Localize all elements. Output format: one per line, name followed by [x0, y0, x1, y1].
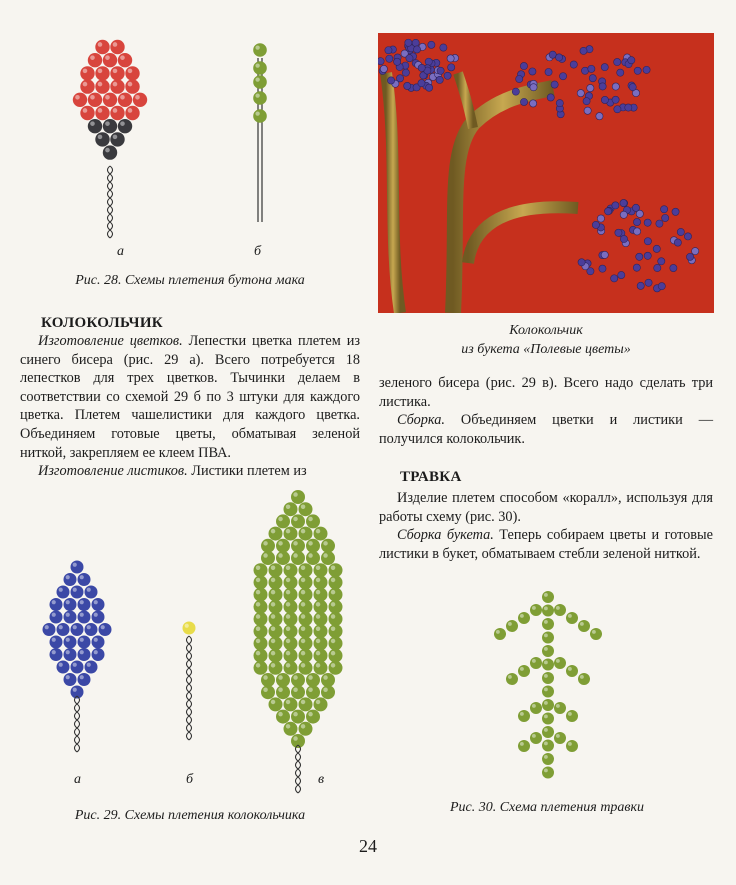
grass-bead	[518, 665, 530, 677]
leaf-bead	[269, 661, 283, 675]
leaf-bead	[284, 588, 298, 602]
grass-p1: Изделие плетем способом «коралл», используя для работы схему (рис. 30).	[379, 490, 713, 525]
wire-twist	[75, 696, 80, 752]
grass-bead	[566, 612, 578, 624]
petal-bead	[64, 598, 77, 611]
leaf-bead	[284, 624, 298, 638]
leaf-bead	[291, 685, 305, 699]
grass-bead	[542, 659, 554, 671]
petal-bead	[85, 661, 98, 674]
petal-bead	[78, 611, 91, 624]
leaf-bead	[329, 649, 343, 663]
grass-bead	[542, 618, 554, 630]
leaf-bead	[314, 612, 328, 626]
leaf-bead	[299, 600, 313, 614]
leaf-bead	[291, 710, 305, 724]
leaf-bead	[314, 575, 328, 589]
leaf-bead	[299, 575, 313, 589]
grass-bead	[554, 657, 566, 669]
leaf-bead	[276, 710, 290, 724]
stamen-bead	[183, 622, 196, 635]
grass-bead	[542, 591, 554, 603]
grass-p2-text: Теперь собираем цветы и готовые листики в букет, обматываем стебли зеленой ниткой.	[379, 527, 713, 562]
petal-bead	[50, 611, 63, 624]
leaf-bead	[269, 600, 283, 614]
grass-bead	[530, 702, 542, 714]
leaf-bead	[321, 551, 335, 565]
grass-bead	[542, 740, 554, 752]
petal-bead	[64, 636, 77, 649]
grass-bead	[542, 672, 554, 684]
p2-lead: Изготовление листиков.	[38, 463, 188, 480]
p2-cont: зеленого бисера (рис. 29 в). Всего надо сделать три листика.	[379, 375, 713, 410]
fig29-label-a: а	[74, 772, 81, 787]
leaf-bead	[314, 661, 328, 675]
leaf-bead	[329, 636, 343, 650]
petal-bead	[57, 661, 70, 674]
grass-bead	[494, 628, 506, 640]
leaf-bead	[261, 673, 275, 687]
leaf-bead	[261, 685, 275, 699]
grass-bead	[542, 645, 554, 657]
grass-bead	[506, 620, 518, 632]
leaf-bead	[299, 624, 313, 638]
grass-bead	[542, 767, 554, 779]
grass-bead	[590, 628, 602, 640]
leaf-bead	[284, 502, 298, 516]
leaf-bead	[314, 600, 328, 614]
grass-bead	[542, 726, 554, 738]
leaf-bead	[269, 588, 283, 602]
grass-bead	[578, 673, 590, 685]
grass-bead	[554, 702, 566, 714]
leaf-bead	[276, 685, 290, 699]
leaf-bead	[291, 734, 305, 748]
petal-bead	[78, 573, 91, 586]
leaf-bead	[299, 527, 313, 541]
leaf-bead	[299, 612, 313, 626]
leaf-bead	[291, 551, 305, 565]
petal-bead	[78, 648, 91, 661]
leaf-bead	[261, 551, 275, 565]
grass-bead	[518, 710, 530, 722]
leaf-bead	[284, 649, 298, 663]
petal-bead	[78, 636, 91, 649]
leaf-bead	[321, 673, 335, 687]
petal-bead	[92, 636, 105, 649]
fig28-caption: Рис. 28. Схемы плетения бутона мака	[75, 273, 305, 288]
leaf-bead	[284, 600, 298, 614]
leaf-bead	[299, 697, 313, 711]
petal-bead	[64, 573, 77, 586]
leaf-bead	[299, 588, 313, 602]
wire-twist	[187, 636, 192, 740]
leaf-bead	[306, 710, 320, 724]
grass-bead	[554, 732, 566, 744]
leaf-bead	[284, 697, 298, 711]
petal-bead	[64, 648, 77, 661]
p1-text: Лепестки цветка плетем из синего бисера (рис. 29 а). Всего потребуется 18 лепестков для трех цветков. Тычинки делаем в соответствии со схемой 29 б по 3 штуки для каждого цветка. Плетем чашелистики для каждого цветка. Объединяем готовые цветы, обматывая зеленой ниткой, закрепляем ее клеем ПВА.	[20, 333, 360, 461]
leaf-bead	[254, 563, 268, 577]
leaf-bead	[254, 624, 268, 638]
fig28-label-b: б	[254, 244, 262, 259]
leaf-bead	[299, 563, 313, 577]
leaf-bead	[254, 575, 268, 589]
leaf-bead	[284, 527, 298, 541]
leaf-bead	[261, 539, 275, 553]
leaf-bead	[306, 551, 320, 565]
leaf-bead	[329, 588, 343, 602]
grass-bead	[566, 710, 578, 722]
leaf-bead	[284, 636, 298, 650]
fig28-label-a: а	[117, 244, 124, 259]
grass-bead	[506, 673, 518, 685]
grass-bead	[530, 732, 542, 744]
leaf-bead	[299, 649, 313, 663]
photo-caption-line2: из букета «Полевые цветы»	[461, 342, 631, 357]
leaf-bead	[284, 722, 298, 736]
petal-bead	[92, 648, 105, 661]
leaf-bead	[269, 636, 283, 650]
leaf-bead	[314, 697, 328, 711]
leaf-bead	[276, 514, 290, 528]
leaf-bead	[306, 673, 320, 687]
leaf-bead	[314, 624, 328, 638]
leaf-bead	[254, 600, 268, 614]
leaf-bead	[269, 527, 283, 541]
p3-lead: Сборка.	[397, 412, 445, 429]
petal-bead	[64, 673, 77, 686]
petal-bead	[64, 611, 77, 624]
petal-bead	[71, 661, 84, 674]
leaf-bead	[314, 649, 328, 663]
grass-bead	[542, 605, 554, 617]
leaf-bead	[291, 514, 305, 528]
photo-caption-line1: Колокольчик	[509, 323, 583, 338]
leaf-bead	[329, 661, 343, 675]
petal-bead	[50, 636, 63, 649]
page-number: 24	[359, 836, 377, 856]
grass-bead	[566, 665, 578, 677]
fig30-caption: Рис. 30. Схема плетения травки	[449, 800, 645, 815]
petal-bead	[71, 586, 84, 599]
fig29-label-b: б	[186, 772, 194, 787]
leaf-bead	[269, 563, 283, 577]
p3-text: Объединяем цветки и листики — получился колокольчик.	[379, 412, 713, 447]
grass-bead	[530, 604, 542, 616]
leaf-bead	[321, 685, 335, 699]
leaf-bead	[254, 649, 268, 663]
leaf-bead	[291, 490, 305, 504]
grass-bead	[542, 699, 554, 711]
leaf-bead	[284, 563, 298, 577]
petal-bead	[71, 561, 84, 574]
leaf-bead	[314, 588, 328, 602]
leaf-bead	[254, 588, 268, 602]
grass-bead	[542, 686, 554, 698]
wire-twist	[296, 745, 301, 793]
grass-bead	[566, 740, 578, 752]
leaf-bead	[269, 612, 283, 626]
fig29-label-c: в	[318, 772, 325, 787]
leaf-bead	[329, 575, 343, 589]
petal-bead	[78, 598, 91, 611]
leaf-bead	[269, 575, 283, 589]
leaf-bead	[329, 600, 343, 614]
grass-bead	[542, 753, 554, 765]
leaf-bead	[314, 636, 328, 650]
leaf-bead	[269, 624, 283, 638]
grass-bead	[578, 620, 590, 632]
petal-bead	[92, 611, 105, 624]
leaf-bead	[254, 636, 268, 650]
leaf-bead	[329, 624, 343, 638]
grass-bead	[542, 632, 554, 644]
heading-grass: ТРАВКА	[400, 469, 462, 485]
leaf-bead	[269, 697, 283, 711]
petal-bead	[43, 623, 56, 636]
leaf-bead	[254, 661, 268, 675]
petal-bead	[85, 623, 98, 636]
heading-bellflower: КОЛОКОЛЬЧИК	[41, 315, 163, 331]
leaf-bead	[291, 673, 305, 687]
leaf-bead	[299, 636, 313, 650]
grass-bead	[542, 713, 554, 725]
leaf-bead	[276, 539, 290, 553]
grass-bead	[554, 604, 566, 616]
grass-bead	[518, 740, 530, 752]
petal-bead	[92, 598, 105, 611]
leaf-bead	[284, 661, 298, 675]
p1-lead: Изготовление цветков.	[38, 333, 183, 349]
petal-bead	[57, 623, 70, 636]
grass-p2-lead: Сборка букета.	[397, 527, 494, 544]
leaf-bead	[284, 575, 298, 589]
petal-bead	[50, 598, 63, 611]
petal-bead	[85, 586, 98, 599]
petal-bead	[71, 623, 84, 636]
leaf-bead	[329, 612, 343, 626]
leaf-bead	[321, 539, 335, 553]
petal-bead	[99, 623, 112, 636]
leaf-bead	[329, 563, 343, 577]
grass-bead	[518, 612, 530, 624]
leaf-bead	[284, 612, 298, 626]
leaf-bead	[314, 563, 328, 577]
leaf-bead	[276, 551, 290, 565]
leaf-bead	[306, 514, 320, 528]
leaf-bead	[276, 673, 290, 687]
leaf-bead	[306, 539, 320, 553]
leaf-bead	[299, 722, 313, 736]
p2-text: Листики плетем из	[187, 463, 307, 480]
petal-bead	[50, 648, 63, 661]
leaf-bead	[299, 502, 313, 516]
leaf-bead	[314, 527, 328, 541]
petal-bead	[57, 586, 70, 599]
leaf-bead	[306, 685, 320, 699]
leaf-bead	[291, 539, 305, 553]
fig29-caption: Рис. 29. Схемы плетения колокольчика	[74, 808, 306, 823]
leaf-bead	[254, 612, 268, 626]
petal-bead	[78, 673, 91, 686]
grass-bead	[530, 657, 542, 669]
leaf-bead	[269, 649, 283, 663]
leaf-bead	[299, 661, 313, 675]
